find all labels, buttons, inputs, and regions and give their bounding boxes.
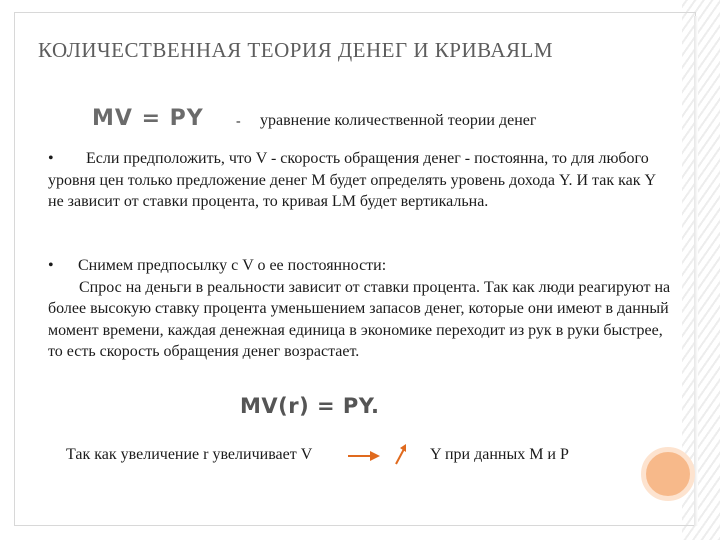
equation-mv-py: MV = PY (92, 106, 204, 131)
right-arrow-icon (346, 448, 382, 462)
frame-shadow (694, 16, 698, 526)
up-arrow-icon (393, 443, 409, 467)
bullet-2: • (48, 257, 54, 274)
bottom-statement-right: Y при данных М и Р (430, 446, 569, 463)
paragraph-1-text: Если предположить, что V - скорость обращения денег - постоянна, то для любого уровня цен только предложение денег М будет определять уровень дохода Y. И так как Y не зависит от ставки процента, то кривая LM будет вертикальна. (48, 150, 656, 210)
bullet-1: • (48, 150, 54, 167)
equation-description: уравнение количественной теории денег (260, 112, 537, 129)
slide-title: КОЛИЧЕСТВЕННАЯ ТЕОРИЯ ДЕНЕГ И КРИВАЯLM (38, 38, 553, 62)
paragraph-variable-velocity (48, 255, 674, 363)
paragraph-2-body: Спрос на деньги в реальности зависит от ставки процента. Так как люди реагируют на более высокую ставку процента уменьшением запасов денег, которые они имеют в данный момент времени, каждая денежная единица в экономике переходит из рук в руки быстрее, то есть скорость обращения денег возрастает. (48, 278, 671, 360)
paragraph-2-lead: Снимем предпосылку с V о ее постоянности: (78, 257, 387, 274)
bottom-statement-left: Так как увеличение r увеличивает V (66, 446, 313, 463)
equation-dash: - (236, 114, 241, 129)
equation-mvr-py: MV(r) = PY. (240, 394, 380, 418)
decorative-circle (641, 447, 695, 501)
paragraph-constant-velocity (48, 148, 674, 213)
